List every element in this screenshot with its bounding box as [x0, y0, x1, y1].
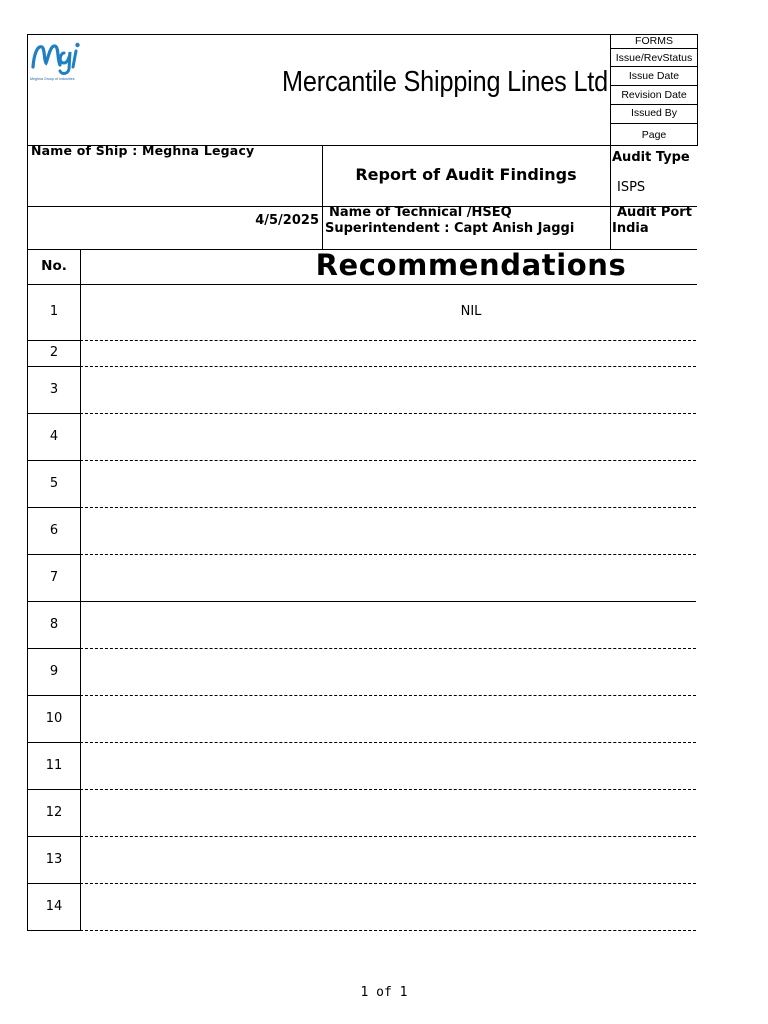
audit-port-label: Audit Port — [617, 205, 692, 220]
row-number: 3 — [49, 381, 59, 397]
col-header-no: No. — [41, 258, 67, 274]
meta-divider — [610, 104, 697, 105]
row-number: 11 — [45, 757, 63, 773]
audit-port-block — [612, 205, 692, 237]
row-divider-no-column — [27, 460, 80, 461]
row-divider-recommendation — [80, 460, 696, 461]
row-divider-no-column — [27, 742, 80, 743]
row-number: 5 — [49, 475, 59, 491]
table-header-bottom-border — [27, 284, 697, 285]
row-divider-no-column — [27, 648, 80, 649]
audit-type-value: ISPS — [617, 180, 646, 195]
row-divider-recommendation — [80, 340, 696, 341]
meta-page: Page — [641, 129, 667, 141]
row-divider-no-column — [27, 789, 80, 790]
row-divider-recommendation — [80, 695, 696, 696]
row-divider-recommendation — [80, 883, 696, 884]
logo-tagline: Meghna Group of Industries — [30, 77, 75, 81]
audit-date: 4/5/2025 — [255, 213, 319, 228]
row-number: 10 — [45, 710, 63, 726]
row-divider-no-column — [27, 554, 80, 555]
row-divider-no-column — [27, 366, 80, 367]
row-number: 7 — [49, 569, 59, 585]
ship-name: Name of Ship : Meghna Legacy — [31, 143, 255, 158]
row-divider-no-column — [27, 695, 80, 696]
meta-revision-date: Revision Date — [621, 89, 687, 101]
row-divider-recommendation — [80, 836, 696, 837]
row-number: 6 — [49, 522, 59, 538]
row-divider-no-column — [27, 601, 80, 602]
row-divider-recommendation — [80, 366, 696, 367]
row-number: 9 — [49, 663, 59, 679]
row-number: 4 — [49, 428, 59, 444]
row-divider-no-column — [27, 930, 80, 931]
row-divider-recommendation — [80, 601, 696, 602]
meta-issued-by: Issued By — [630, 107, 678, 119]
frame-top-border — [27, 34, 697, 35]
audit-type-label: Audit Type — [612, 150, 690, 165]
meta-divider — [610, 48, 697, 49]
row-divider-recommendation — [80, 648, 696, 649]
row-number: 2 — [49, 345, 59, 360]
report-title: Report of Audit Findings — [355, 165, 577, 184]
audit-port-value: India — [612, 221, 649, 236]
recommendation-cell: NIL — [460, 304, 482, 319]
ship-divider-right — [610, 145, 611, 249]
row-divider-no-column — [27, 340, 80, 341]
row-divider-recommendation — [80, 507, 696, 508]
row-divider-recommendation — [80, 554, 696, 555]
meta-divider — [610, 66, 697, 67]
row-divider-recommendation — [80, 413, 696, 414]
no-column-divider — [80, 249, 81, 930]
row-divider-recommendation — [80, 930, 696, 931]
row-divider-no-column — [27, 883, 80, 884]
row-number: 1 — [49, 304, 59, 319]
superintendent-block — [325, 205, 574, 237]
meta-divider — [610, 123, 697, 124]
superintendent-line-1: Name of Technical /HSEQ — [329, 205, 512, 220]
row-number: 14 — [45, 898, 63, 914]
meta-divider — [610, 85, 697, 86]
row-divider-recommendation — [80, 742, 696, 743]
row-divider-no-column — [27, 413, 80, 414]
superintendent-line-2: Superintendent : Capt Anish Jaggi — [325, 221, 575, 236]
company-logo — [30, 37, 100, 85]
row-number: 13 — [45, 851, 63, 867]
meta-issue-rev-status: Issue/RevStatus — [615, 52, 693, 64]
meta-box-right — [697, 34, 698, 146]
row-divider-no-column — [27, 836, 80, 837]
company-name: Mercantile Shipping Lines Ltd — [282, 66, 608, 98]
meta-forms: FORMS — [635, 35, 673, 47]
meta-issue-date: Issue Date — [628, 70, 680, 82]
col-header-recommendations: Recommendations — [315, 248, 627, 282]
ship-divider-left — [322, 145, 323, 249]
row-number: 12 — [45, 804, 63, 820]
page-indicator: 1 of 1 — [360, 985, 408, 1000]
row-divider-recommendation — [80, 789, 696, 790]
row-number: 8 — [49, 616, 59, 632]
row-divider-no-column — [27, 507, 80, 508]
